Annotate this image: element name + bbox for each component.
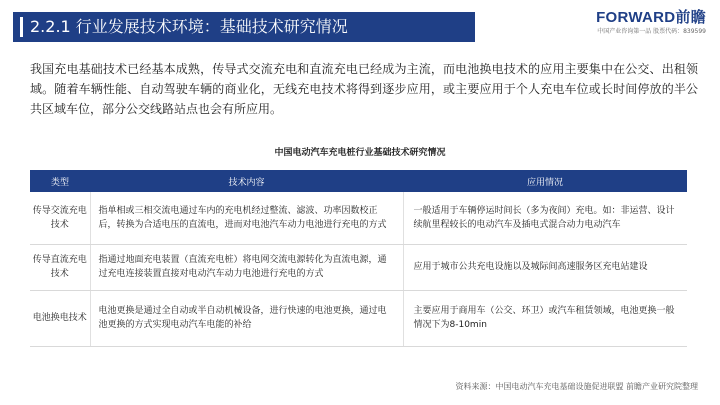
content-cell: 指单相或三相交流电通过车内的充电机经过整流、滤波、功率因数校正后，转换为合适电压的直流电，进而对电池汽车动力电池进行充电的方式 bbox=[90, 192, 403, 244]
logo-tagline: 中国产业咨询第一品 股票代码：839599 bbox=[597, 28, 706, 35]
logo-wordmark: FORWARD前瞻 bbox=[596, 9, 706, 26]
table-header-row bbox=[30, 170, 687, 192]
title-accent-bar bbox=[20, 17, 23, 37]
source-note: 资料来源：中国电动汽车充电基础设施促进联盟 前瞻产业研究院整理 bbox=[455, 382, 698, 391]
type-cell: 电池换电技术 bbox=[30, 290, 90, 346]
usage-cell: 应用于城市公共充电设施以及城际间高速服务区充电站建设 bbox=[403, 244, 687, 290]
forward-logo bbox=[584, 9, 706, 43]
header-type: 类型 bbox=[30, 170, 90, 192]
type-cell: 传导直流充电技术 bbox=[30, 244, 90, 290]
content-cell: 指通过地面充电装置（直流充电桩）将电网交流电源转化为直流电源，通过充电连接装置直接对电动汽车动力电池进行充电的方式 bbox=[90, 244, 403, 290]
table-row bbox=[30, 244, 687, 290]
table-row bbox=[30, 192, 687, 244]
tech-table bbox=[30, 170, 687, 347]
header-usage: 应用情况 bbox=[403, 170, 687, 192]
table-row bbox=[30, 290, 687, 346]
intro-paragraph: 我国充电基础技术已经基本成熟，传导式交流充电和直流充电已经成为主流，而电池换电技术的应用主要集中在公交、出租领域。随着车辆性能、自动驾驶车辆的商业化，无线充电技术将得到逐步应用，或主要应用于个人充电车位或长时间停放的半公共区域车位，部分公交线路站点也会有所应用。 bbox=[30, 62, 698, 116]
usage-cell: 主要应用于商用车（公交、环卫）或汽车租赁领域，电池更换一般情况下为8-10min bbox=[403, 290, 687, 346]
content-cell: 电池更换是通过全自动或半自动机械设备，进行快速的电池更换，通过电池更换的方式实现电动汽车电能的补给 bbox=[90, 290, 403, 346]
usage-cell: 一般适用于车辆停运时间长（多为夜间）充电。如：非运营、设计续航里程较长的电动汽车及插电式混合动力电动汽车 bbox=[403, 192, 687, 244]
table-title: 中国电动汽车充电桩行业基础技术研究情况 bbox=[274, 148, 446, 158]
header-content: 技术内容 bbox=[90, 170, 403, 192]
page-title: 2.2.1 行业发展技术环境：基础技术研究情况 bbox=[30, 17, 348, 36]
type-cell: 传导交流充电技术 bbox=[30, 192, 90, 244]
